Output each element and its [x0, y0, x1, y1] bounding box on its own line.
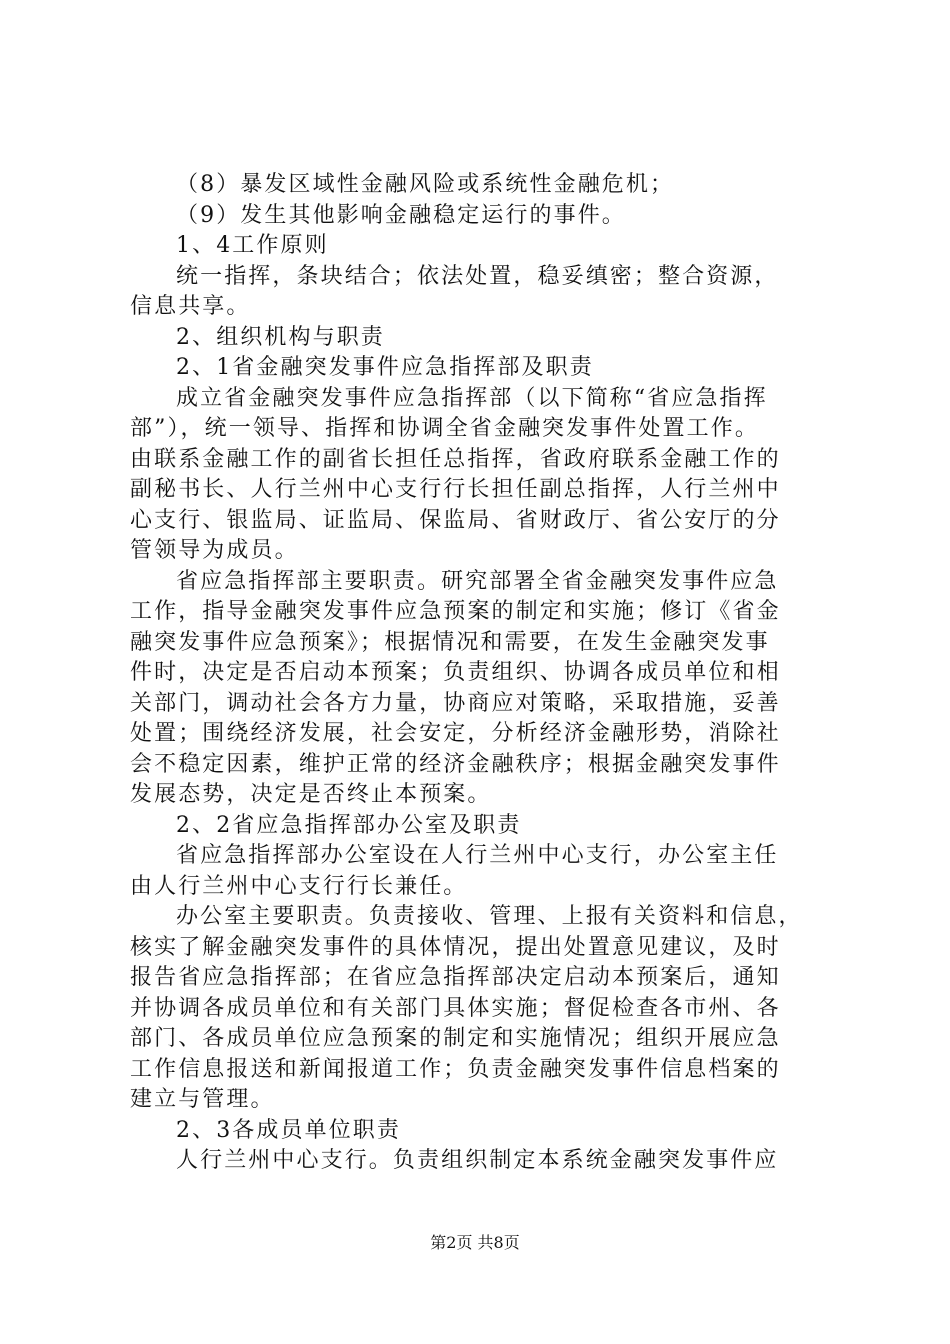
paragraph-line: 部门、各成员单位应急预案的制定和实施情况；组织开展应急 [130, 1026, 781, 1051]
paragraph-line: 省应急指挥部主要职责。研究部署全省金融突发事件应急 [176, 568, 779, 594]
paragraph-line: 会不稳定因素，维护正常的经济金融秩序；根据金融突发事件 [130, 751, 781, 777]
section-heading-1-4: 1、4工作原则 [176, 233, 329, 258]
section-heading-2: 2、组织机构与职责 [176, 324, 385, 350]
paragraph-line: 心支行、银监局、证监局、保监局、省财政厅、省公安厅的分 [130, 507, 781, 533]
paragraph-line: 发展态势，决定是否终止本预案。 [130, 782, 492, 807]
page-number-footer: 第2页 共8页 [430, 1233, 520, 1252]
document-body [130, 170, 830, 1177]
paragraph-line: 办公室主要职责。负责接收、管理、上报有关资料和信息， [176, 904, 803, 929]
paragraph-line: 管领导为成员。 [130, 538, 299, 563]
paragraph-line: 信息共享。 [130, 294, 251, 319]
paragraph-line: 省应急指挥部办公室设在人行兰州中心支行，办公室主任 [176, 843, 779, 868]
paragraph-line: 工作信息报送和新闻报道工作；负责金融突发事件信息档案的 [130, 1056, 781, 1082]
paragraph-line: 成立省金融突发事件应急指挥部（以下简称“省应急指挥 [176, 385, 768, 411]
paragraph-line: 处置；围绕经济发展，社会安定，分析经济金融形势，消除社 [130, 721, 781, 746]
paragraph-line: 报告省应急指挥部；在省应急指挥部决定启动本预案后，通知 [130, 965, 781, 990]
paragraph-line: 由联系金融工作的副省长担任总指挥，省政府联系金融工作的 [130, 446, 781, 472]
paragraph-line: 融突发事件应急预案》；根据情况和需要，在发生金融突发事 [130, 629, 770, 655]
list-item-8: （8）暴发区域性金融风险或系统性金融危机； [176, 172, 675, 197]
paragraph-line: 并协调各成员单位和有关部门具体实施；督促检查各市州、各 [130, 995, 781, 1021]
paragraph-line: 副秘书长、人行兰州中心支行行长担任副总指挥，人行兰州中 [130, 477, 781, 502]
section-heading-2-3: 2、3各成员单位职责 [176, 1117, 401, 1143]
paragraph-line: 由人行兰州中心支行行长兼任。 [130, 873, 468, 899]
paragraph-line: 部”），统一领导、指挥和协调全省金融突发事件处置工作。 [130, 416, 759, 441]
paragraph-line: 人行兰州中心支行。负责组织制定本系统金融突发事件应 [176, 1148, 779, 1173]
paragraph-line: 统一指挥，条块结合；依法处置，稳妥缜密；整合资源， [176, 263, 779, 289]
section-heading-2-1: 2、1省金融突发事件应急指挥部及职责 [176, 355, 594, 380]
paragraph-line: 核实了解金融突发事件的具体情况，提出处置意见建议，及时 [130, 934, 781, 960]
paragraph-line: 建立与管理。 [130, 1087, 275, 1112]
paragraph-line: 关部门，调动社会各方力量，协商应对策略，采取措施，妥善 [130, 690, 781, 716]
list-item-9: （9）发生其他影响金融稳定运行的事件。 [176, 202, 626, 228]
section-heading-2-2: 2、2省应急指挥部办公室及职责 [176, 812, 522, 838]
paragraph-line: 工作，指导金融突发事件应急预案的制定和实施；修订《省金 [130, 599, 781, 624]
paragraph-line: 件时，决定是否启动本预案；负责组织、协调各成员单位和相 [130, 660, 781, 685]
